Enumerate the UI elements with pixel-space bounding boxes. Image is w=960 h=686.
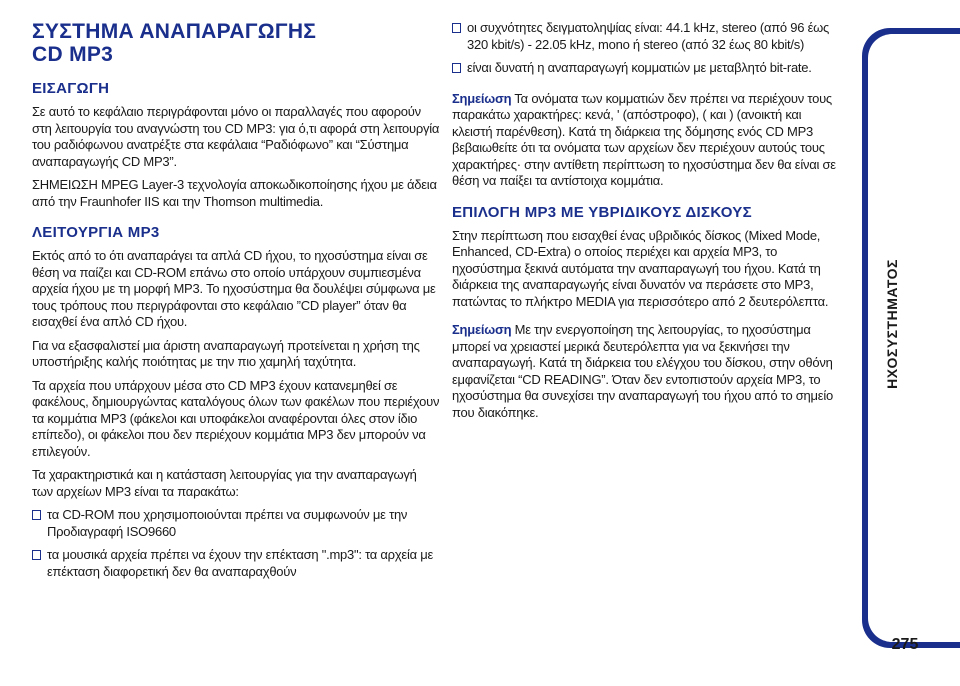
checkbox-bullet-icon	[32, 550, 41, 560]
list-item-text: τα CD-ROM που χρησιμοποιούνται πρέπει να συμφωνούν με την Προδιαγραφή ISO9660	[47, 507, 408, 539]
note-1	[452, 91, 844, 190]
note-label: Σημείωση	[452, 322, 512, 337]
side-tab-inner	[868, 34, 960, 642]
list-item-text: τα μουσικά αρχεία πρέπει να έχουν την επέκταση ".mp3": τα αρχεία με επέκταση διαφορετική δεν θα αναπαραχθούν	[47, 547, 433, 579]
page-number: 275	[891, 636, 919, 653]
note-text: Με την ενεργοποίηση της λειτουργίας, το ηχοσύστημα μπορεί να χρειαστεί μερικά δευτερόλεπτα για να ξεκινήσει την αναπαραγωγή. Κατά τη διάρκεια του ελέγχου του δίσκου, στην οθόνη εμφανίζεται “CD READING”. Όταν δεν εντοπιστούν αρχεία MP3, το ηχοσύστημα θα συνεχίσει την αναπαραγωγή του ήχου από το σημείο που διακόπηκε.	[452, 322, 833, 420]
function-paragraph-1: Εκτός από το ότι αναπαράγει τα απλά CD ήχου, το ηχοσύστημα είναι σε θέση να παίζει και CD-ROM επάνω στο οποίο υπάρχουν συμπιεσμένα αρχεία ήχου με τη μορφή MP3. Το ηχοσύστημα θα δουλέψει σύμφωνα με τους τρόπους που περιγράφονται στο κεφάλαιο ”CD player” όταν θα εισαχθεί ένα απλό CD ήχου.	[32, 248, 436, 329]
side-tab-label: ΗΧΟΣΥΣΤΗΜΑΤΟΣ	[884, 259, 900, 389]
note-text: Τα ονόματα των κομματιών δεν πρέπει να περιέχουν τους παρακάτω χαρακτήρες: κενά, ' (απόστροφο), ( και ) (ανοικτή και κλειστή παρένθεση). Κατά τη διάρκεια της δόμησης ενός CD MP3 βεβαιωθείτε ότι τα ονόματα των αρχείων δεν περιέχουν αυτούς τους χαρακτήρες· στην αντίθετη περίπτωση το ηχοσύστημα δεν θα είναι σε θέση να παίξει τα αντίστοιχα κομμάτια.	[452, 90, 836, 188]
select-heading: ΕΠΙΛΟΓΗ MP3 ΜΕ ΥΒΡΙΔΙΚΟΥΣ ΔΙΣΚΟΥΣ	[452, 203, 752, 221]
intro-paragraph-2: ΣΗΜΕΙΩΣΗ MPEG Layer-3 τεχνολογία αποκωδικοποίησης ήχου με άδεια από την Fraunhofer IIS και την Thomson multimedia.	[32, 177, 437, 209]
list-item	[452, 20, 844, 53]
intro-heading: ΕΙΣΑΓΩΓΗ	[32, 80, 110, 97]
checkbox-bullet-icon	[452, 23, 461, 33]
list-item-text: οι συχνότητες δειγματοληψίας είναι: 44.1 kHz, stereo (από 96 έως 320 kbit/s) - 22.05 kHz, mono ή stereo (από 32 έως 80 kbit/s)	[467, 20, 830, 52]
checkbox-bullet-icon	[32, 510, 41, 520]
left-column	[32, 20, 440, 587]
list-item	[452, 60, 844, 77]
note-2	[452, 322, 844, 421]
checkbox-bullet-icon	[452, 63, 461, 73]
intro-paragraph-1: Σε αυτό το κεφάλαιο περιγράφονται μόνο οι παραλλαγές που αφορούν στη λειτουργία του αναγνώστη του CD MP3: για ό,τι αφορά στη λειτουργία του ραδιόφωνου ανατρέξτε στα κεφάλαια “Ραδιόφωνο” και “Σύστημα αναπαραγωγής CD MP3”.	[32, 104, 440, 169]
list-item-text: είναι δυνατή η αναπαραγωγή κομματιών με μεταβλητό bit-rate.	[467, 60, 812, 75]
note-label: Σημείωση	[452, 90, 512, 106]
page-title	[32, 20, 440, 66]
function-paragraph-3: Τα αρχεία που υπάρχουν μέσα στο CD MP3 έχουν κατανεμηθεί σε φακέλους, δημιουργώντας καταλόγους όλων των φακέλων που περιέχουν τα κομμάτια MP3 (φάκελοι και υποφάκελοι αναφέρονται όλες στον ίδιο επίπεδο), οι φάκελοι που δεν περιέχουν κομμάτια MP3 δεν μπορούν να επιλεγούν.	[32, 377, 440, 459]
list-item	[32, 547, 440, 580]
title-line-2: CD MP3	[32, 43, 114, 66]
function-heading: ΛΕΙΤΟΥΡΓΙΑ MP3	[32, 224, 160, 241]
function-paragraph-2: Για να εξασφαλιστεί μια άριστη αναπαραγωγή προτείνεται η χρήση της υποστήριξης καλής ποιότητας με την πιο χαμηλή ταχύτητα.	[32, 337, 420, 369]
list-item	[32, 507, 440, 540]
select-paragraph-1: Στην περίπτωση που εισαχθεί ένας υβριδικός δίσκος (Mixed Mode, Enhanced, CD-Extra) ο οποίος περιέχει και αρχεία MP3, το ηχοσύστημα ξεκινά αυτόματα την αναπαραγωγή του ήχου. Κατά τη διάρκεια της αναπαραγωγής είναι δυνατόν να περάσετε στο MP3, πατώντας το πλήκτρο MEDIA για περισσότερο από 2 δευτερόλεπτα.	[452, 227, 829, 309]
right-column	[452, 20, 844, 428]
function-paragraph-4: Τα χαρακτηριστικά και η κατάσταση λειτουργίας για την αναπαραγωγή των αρχείων MP3 είναι τα παρακάτω:	[32, 467, 417, 499]
title-line-1: ΣΥΣΤΗΜΑ ΑΝΑΠΑΡΑΓΩΓΗΣ	[32, 20, 317, 43]
side-tab	[862, 28, 960, 648]
